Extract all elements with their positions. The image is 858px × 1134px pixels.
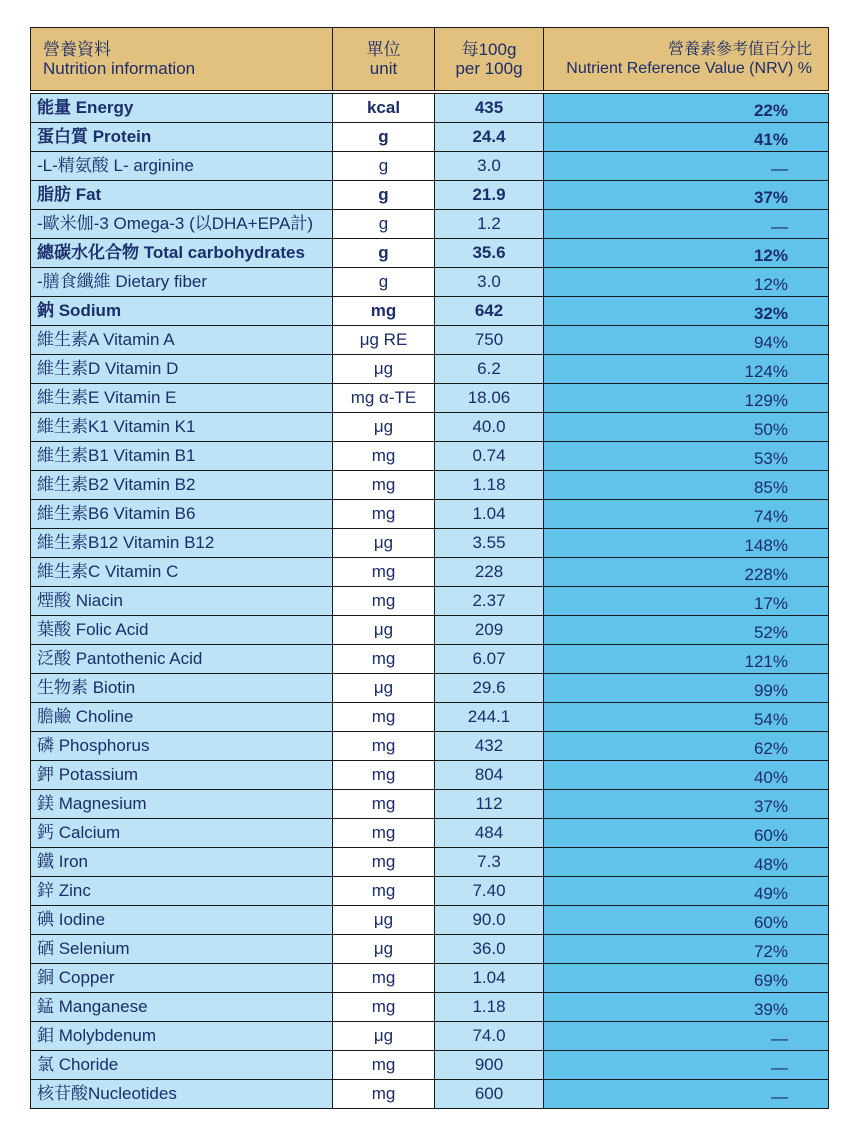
nutrient-nrv: 37% [544,181,829,210]
nutrient-value: 112 [435,790,544,819]
nutrient-nrv: 12% [544,239,829,268]
nutrient-value: 90.0 [435,906,544,935]
table-row [31,94,829,123]
table-row [31,210,829,239]
nutrient-name: 鋅 Zinc [31,877,333,906]
nutrient-unit: mg [333,645,435,674]
nutrient-name: 核苷酸Nucleotides [31,1080,333,1109]
header-nrv-en: Nutrient Reference Value (NRV) % [566,60,812,77]
nutrient-value: 29.6 [435,674,544,703]
nutrition-table [30,27,829,1109]
nutrient-value: 642 [435,297,544,326]
nutrient-unit: mg [333,848,435,877]
nutrient-value: 36.0 [435,935,544,964]
nutrient-unit: mg [333,442,435,471]
nutrient-nrv: 12% [544,268,829,297]
nutrient-name: 銅 Copper [31,964,333,993]
nutrient-name: 葉酸 Folic Acid [31,616,333,645]
nutrient-name: 脂肪 Fat [31,181,333,210]
nutrient-nrv: 85% [544,471,829,500]
table-row [31,1080,829,1109]
nutrient-nrv: 94% [544,326,829,355]
table-row [31,123,829,152]
header-nrv [544,28,829,91]
nutrient-value: 18.06 [435,384,544,413]
nutrient-unit: mg [333,703,435,732]
table-row [31,935,829,964]
nutrient-value: 24.4 [435,123,544,152]
nutrition-table-container [30,27,828,1109]
nutrient-value: 432 [435,732,544,761]
nutrient-unit: mg [333,790,435,819]
nutrient-name: 碘 Iodine [31,906,333,935]
nutrient-nrv: 99% [544,674,829,703]
table-row [31,239,829,268]
nutrient-name: 鎂 Magnesium [31,790,333,819]
nutrient-value: 600 [435,1080,544,1109]
table-row [31,906,829,935]
nutrient-unit: g [333,268,435,297]
nutrient-unit: mg [333,732,435,761]
nutrient-value: 484 [435,819,544,848]
nutrient-unit: mg [333,297,435,326]
header-row [31,28,829,91]
nutrient-unit: mg [333,500,435,529]
table-row [31,761,829,790]
nutrient-unit: mg [333,964,435,993]
table-row [31,645,829,674]
table-row [31,703,829,732]
table-row [31,877,829,906]
nutrient-unit: μg RE [333,326,435,355]
table-row [31,587,829,616]
nutrient-nrv: 228% [544,558,829,587]
nutrient-value: 244.1 [435,703,544,732]
table-row [31,848,829,877]
nutrient-value: 2.37 [435,587,544,616]
nutrient-value: 3.0 [435,268,544,297]
nutrient-name: 維生素B1 Vitamin B1 [31,442,333,471]
nutrient-value: 209 [435,616,544,645]
header-per-100g-zh: 每100g [461,40,517,59]
table-row [31,268,829,297]
nutrient-name: 鈉 Sodium [31,297,333,326]
table-row [31,152,829,181]
nutrient-name: 維生素E Vitamin E [31,384,333,413]
nutrient-name: 泛酸 Pantothenic Acid [31,645,333,674]
nutrient-value: 35.6 [435,239,544,268]
header-nrv-zh: 營養素參考值百分比 [667,41,812,58]
nutrient-name: 蛋白質 Protein [31,123,333,152]
nutrient-nrv: 129% [544,384,829,413]
table-row [31,471,829,500]
table-row [31,732,829,761]
nutrient-nrv: 32% [544,297,829,326]
nutrient-nrv: 52% [544,616,829,645]
nutrient-nrv: 22% [544,94,829,123]
header-nutrition-info [31,28,333,91]
nutrient-name: 維生素B12 Vitamin B12 [31,529,333,558]
nutrient-unit: μg [333,413,435,442]
nutrient-unit: g [333,239,435,268]
nutrient-value: 228 [435,558,544,587]
table-row [31,1051,829,1080]
table-row [31,529,829,558]
nutrient-value: 1.04 [435,500,544,529]
nutrient-unit: mg [333,587,435,616]
nutrient-unit: mg [333,471,435,500]
nutrient-name: 維生素A Vitamin A [31,326,333,355]
nutrient-nrv: 39% [544,993,829,1022]
nutrient-value: 21.9 [435,181,544,210]
nutrient-value: 7.40 [435,877,544,906]
table-row [31,558,829,587]
table-row [31,442,829,471]
nutrient-nrv: 124% [544,355,829,384]
header-nutrition-info-en: Nutrition information [43,59,196,78]
nutrient-value: 435 [435,94,544,123]
nutrient-unit: mg [333,877,435,906]
nutrient-unit: mg [333,761,435,790]
table-row [31,413,829,442]
nutrient-name: 維生素C Vitamin C [31,558,333,587]
nutrient-nrv: — [544,1051,829,1080]
nutrient-nrv: 69% [544,964,829,993]
table-row [31,993,829,1022]
nutrient-unit: μg [333,529,435,558]
nutrient-unit: μg [333,674,435,703]
nutrient-nrv: 60% [544,819,829,848]
nutrient-nrv: 72% [544,935,829,964]
nutrient-value: 804 [435,761,544,790]
nutrient-value: 1.04 [435,964,544,993]
header-per-100g-en: per 100g [455,59,523,78]
nutrient-value: 750 [435,326,544,355]
table-row [31,616,829,645]
nutrient-name: -膳食纖維 Dietary fiber [31,268,333,297]
nutrient-nrv: 148% [544,529,829,558]
nutrient-nrv: 37% [544,790,829,819]
nutrient-name: 維生素B6 Vitamin B6 [31,500,333,529]
nutrient-nrv: 54% [544,703,829,732]
table-header [31,28,829,94]
nutrient-unit: μg [333,935,435,964]
nutrient-nrv: 17% [544,587,829,616]
table-row [31,500,829,529]
nutrient-unit: μg [333,1022,435,1051]
nutrient-nrv: 62% [544,732,829,761]
nutrient-unit: g [333,210,435,239]
nutrient-nrv: 53% [544,442,829,471]
nutrient-nrv: 50% [544,413,829,442]
nutrient-name: 煙酸 Niacin [31,587,333,616]
table-row [31,181,829,210]
table-row [31,384,829,413]
nutrient-nrv: — [544,1022,829,1051]
nutrient-unit: μg [333,616,435,645]
nutrient-value: 3.55 [435,529,544,558]
table-row [31,355,829,384]
table-row [31,819,829,848]
nutrient-value: 0.74 [435,442,544,471]
table-row [31,326,829,355]
nutrient-nrv: 121% [544,645,829,674]
nutrient-name: 鉬 Molybdenum [31,1022,333,1051]
nutrient-unit: g [333,181,435,210]
nutrient-name: 維生素K1 Vitamin K1 [31,413,333,442]
nutrient-name: 能量 Energy [31,94,333,123]
nutrient-unit: mg [333,993,435,1022]
header-unit [333,28,435,91]
nutrient-value: 3.0 [435,152,544,181]
nutrient-name: 硒 Selenium [31,935,333,964]
header-unit-en: unit [369,59,398,78]
nutrient-name: 磷 Phosphorus [31,732,333,761]
nutrient-nrv: 40% [544,761,829,790]
nutrient-value: 40.0 [435,413,544,442]
nutrient-name: 膽鹼 Choline [31,703,333,732]
nutrient-unit: mg α-TE [333,384,435,413]
table-body [31,94,829,1109]
nutrient-value: 900 [435,1051,544,1080]
nutrient-nrv: — [544,210,829,239]
nutrient-value: 74.0 [435,1022,544,1051]
nutrient-name: 維生素B2 Vitamin B2 [31,471,333,500]
nutrient-name: 氯 Choride [31,1051,333,1080]
nutrient-value: 6.2 [435,355,544,384]
nutrient-nrv: — [544,152,829,181]
nutrient-nrv: 60% [544,906,829,935]
nutrient-nrv: 74% [544,500,829,529]
table-row [31,1022,829,1051]
nutrient-name: -L-精氨酸 L- arginine [31,152,333,181]
nutrient-nrv: 48% [544,848,829,877]
nutrient-value: 1.18 [435,993,544,1022]
nutrient-unit: mg [333,1051,435,1080]
nutrient-value: 1.2 [435,210,544,239]
table-row [31,297,829,326]
table-row [31,674,829,703]
nutrient-unit: μg [333,906,435,935]
nutrient-name: 鈣 Calcium [31,819,333,848]
nutrient-nrv: 49% [544,877,829,906]
nutrient-unit: μg [333,355,435,384]
nutrient-value: 6.07 [435,645,544,674]
nutrient-value: 7.3 [435,848,544,877]
nutrient-unit: g [333,152,435,181]
nutrient-name: 生物素 Biotin [31,674,333,703]
nutrient-unit: mg [333,819,435,848]
nutrient-name: 鐵 Iron [31,848,333,877]
nutrient-nrv: — [544,1080,829,1109]
nutrient-name: 維生素D Vitamin D [31,355,333,384]
nutrient-name: -歐米伽-3 Omega-3 (以DHA+EPA計) [31,210,333,239]
nutrient-name: 錳 Manganese [31,993,333,1022]
header-unit-zh: 單位 [366,40,401,59]
nutrient-name: 鉀 Potassium [31,761,333,790]
nutrient-unit: mg [333,558,435,587]
table-row [31,964,829,993]
nutrient-unit: mg [333,1080,435,1109]
nutrient-name: 總碳水化合物 Total carbohydrates [31,239,333,268]
nutrient-unit: g [333,123,435,152]
nutrient-nrv: 41% [544,123,829,152]
nutrient-unit: kcal [333,94,435,123]
nutrient-value: 1.18 [435,471,544,500]
table-row [31,790,829,819]
header-per-100g [435,28,544,91]
header-nutrition-info-zh: 營養資料 [43,40,111,59]
